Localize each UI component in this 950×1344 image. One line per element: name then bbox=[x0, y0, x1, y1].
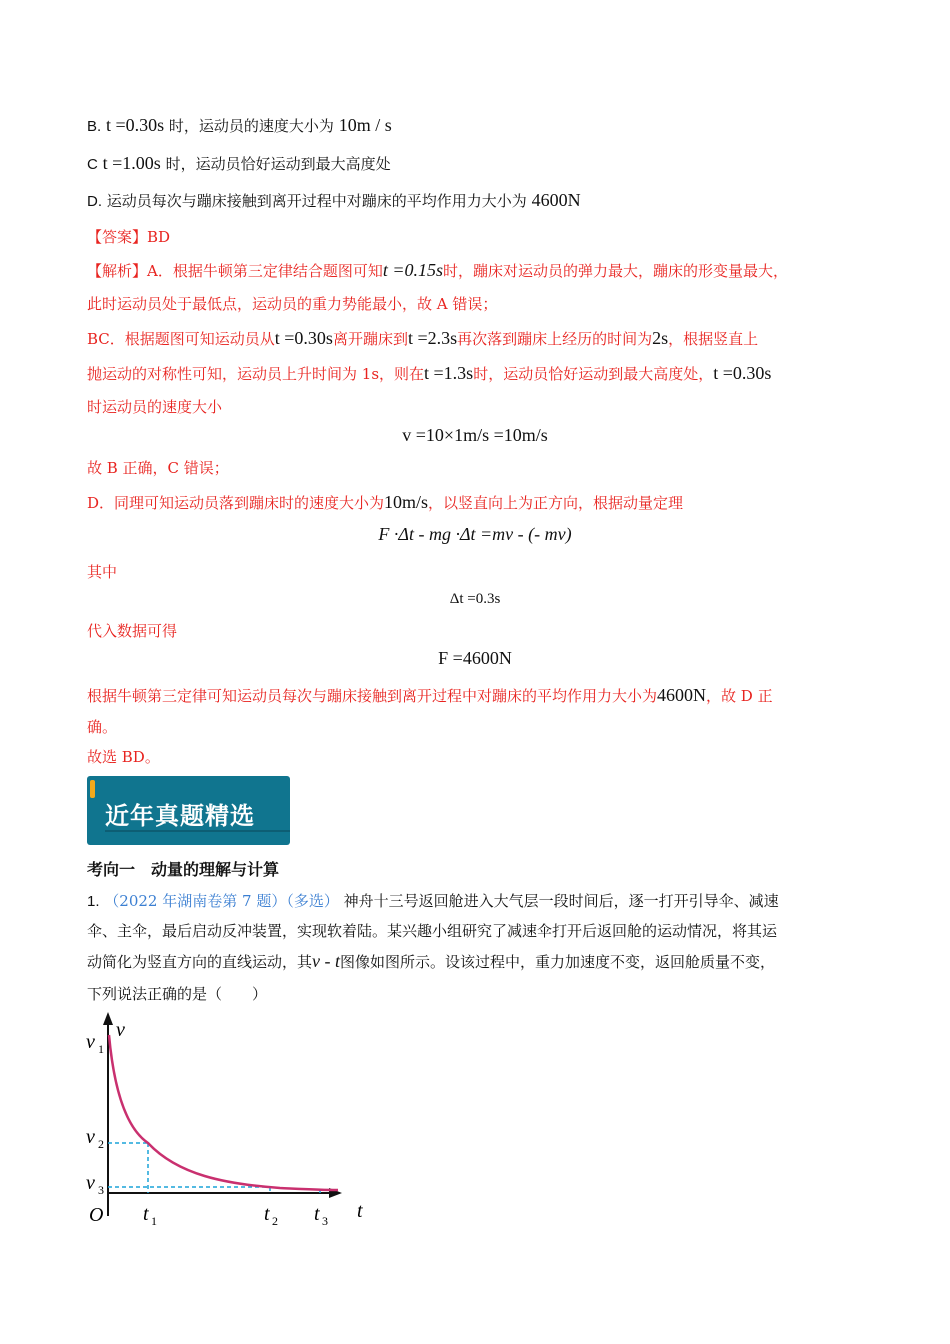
option-text: 时，运动员恰好运动到最大高度处 bbox=[165, 155, 391, 173]
analysis-choose: 故选 BD。 bbox=[87, 748, 160, 766]
origin-label: O bbox=[89, 1204, 104, 1226]
analysis-text: ，以竖直向上为正方向，根据动量定理 bbox=[428, 494, 684, 512]
t3-subscript: 3 bbox=[322, 1214, 328, 1228]
y-axis-arrow bbox=[103, 1012, 113, 1025]
option-b bbox=[87, 114, 392, 138]
question-text: 图像如图所示。设该过程中，重力加速度不变，返回舱质量不变， bbox=[340, 953, 776, 971]
option-label: D. bbox=[87, 193, 102, 210]
math-time: t =0.15s bbox=[382, 260, 443, 280]
analysis-text: ，故 D 正 bbox=[706, 687, 773, 705]
question-number: 1. bbox=[87, 893, 100, 910]
question-1-line3 bbox=[87, 950, 775, 973]
math-force: 4600N bbox=[531, 190, 581, 210]
question-1-line4: 下列说法正确的是（ ） bbox=[87, 985, 268, 1003]
v2-subscript: 2 bbox=[98, 1137, 104, 1151]
analysis-text: 根据牛顿第三定律可知运动员每次与蹦床接触到离开过程中对蹦床的平均作用力大小为 bbox=[87, 687, 658, 705]
t2-subscript: 2 bbox=[272, 1214, 278, 1228]
section-heading: 考向一 动量的理解与计算 bbox=[87, 860, 280, 879]
analysis-text: 再次落到蹦床上经历的时间为 bbox=[457, 330, 653, 348]
question-text: 动简化为竖直方向的直线运动，其 bbox=[87, 953, 313, 971]
analysis-qizhong: 其中 bbox=[87, 563, 118, 581]
math-time: t =0.30s bbox=[274, 328, 333, 348]
math-time: t =2.3s bbox=[407, 328, 458, 348]
equation-momentum: F ·Δt - mg ·Δt =mv - (- mv) bbox=[378, 524, 572, 544]
option-c bbox=[87, 152, 391, 176]
equation-dt: Δt =0.3s bbox=[449, 591, 501, 607]
math-time: t =1.00s bbox=[102, 153, 161, 173]
option-text: 时，运动员的速度大小为 bbox=[168, 117, 334, 135]
question-1-line2: 伞、主伞，最后启动反冲装置，实现软着陆。某兴趣小组研究了减速伞打开后返回舱的运动情况，将其运 bbox=[87, 922, 778, 940]
x-axis-label: t bbox=[357, 1200, 363, 1222]
t1-subscript: 1 bbox=[151, 1214, 157, 1228]
answer-line: 【答案】BD bbox=[87, 228, 171, 246]
analysis-text: 【解析】A．根据牛顿第三定律结合题图可知 bbox=[87, 262, 383, 280]
math-duration: 2s bbox=[652, 328, 669, 348]
analysis-text: 时，运动员恰好运动到最大高度处， bbox=[473, 365, 714, 383]
analysis-d-line1 bbox=[87, 491, 683, 514]
math-vt: v - t bbox=[312, 951, 340, 971]
option-label: C bbox=[87, 156, 98, 173]
math-force: 4600N bbox=[657, 685, 707, 705]
option-d bbox=[87, 189, 581, 213]
analysis-text: 时，蹦床对运动员的弹力最大，蹦床的形变量最大， bbox=[443, 262, 789, 280]
banner-underline bbox=[105, 830, 290, 832]
analysis-text: 离开蹦床到 bbox=[332, 330, 408, 348]
analysis-a-line2: 此时运动员处于最低点，运动员的重力势能最小，故 A 错误； bbox=[87, 295, 498, 313]
y-axis-label: v bbox=[116, 1019, 125, 1041]
option-label: B. bbox=[87, 118, 102, 135]
analysis-daishu: 代入数据可得 bbox=[87, 622, 178, 640]
section-banner bbox=[87, 776, 290, 845]
math-speed: 10m / s bbox=[338, 115, 392, 135]
math-time: t =1.3s bbox=[424, 363, 474, 383]
t1-label: t bbox=[143, 1203, 149, 1225]
analysis-a-line1 bbox=[87, 259, 788, 282]
v3-label: v bbox=[86, 1172, 95, 1194]
t2-label: t bbox=[264, 1203, 270, 1225]
math-time: t =0.30s bbox=[105, 115, 165, 135]
option-text: 运动员每次与蹦床接触到离开过程中对蹦床的平均作用力大小为 bbox=[106, 192, 527, 210]
v2-label: v bbox=[86, 1126, 95, 1148]
t3-label: t bbox=[314, 1203, 320, 1225]
vt-graph bbox=[80, 1010, 380, 1235]
math-time: t =0.30s bbox=[713, 363, 772, 383]
math-speed: 10m/s bbox=[384, 492, 429, 512]
equation-velocity: v =10×1m/s =10m/s bbox=[402, 425, 548, 445]
banner-tab bbox=[90, 780, 95, 798]
analysis-bc-line3: 时运动员的速度大小 bbox=[87, 398, 223, 416]
analysis-bc-line2 bbox=[87, 362, 771, 385]
analysis-text: BC．根据题图可知运动员从 bbox=[87, 330, 275, 348]
analysis-text: D．同理可知运动员落到蹦床时的速度大小为 bbox=[87, 494, 385, 512]
analysis-conclusion-line1 bbox=[87, 684, 773, 707]
analysis-text: 抛运动的对称性可知，运动员上升时间为 1s，则在 bbox=[87, 365, 425, 383]
analysis-text: ，根据竖直上 bbox=[668, 330, 759, 348]
analysis-bc-line1 bbox=[87, 327, 758, 350]
v1-subscript: 1 bbox=[98, 1042, 104, 1056]
question-1-line1 bbox=[87, 890, 779, 913]
v1-label: v bbox=[86, 1031, 95, 1053]
banner-title: 近年真题精选 bbox=[105, 802, 255, 830]
vt-curve bbox=[109, 1035, 338, 1190]
question-source: （2022 年湖南卷第 7 题）（多选） bbox=[104, 892, 339, 910]
analysis-bc-line4: 故 B 正确，C 错误； bbox=[87, 459, 229, 477]
question-text: 神舟十三号返回舱进入大气层一段时间后，逐一打开引导伞、减速 bbox=[343, 892, 779, 910]
analysis-conclusion-line2: 确。 bbox=[87, 718, 118, 736]
v3-subscript: 3 bbox=[98, 1183, 104, 1197]
equation-force: F =4600N bbox=[438, 648, 512, 668]
